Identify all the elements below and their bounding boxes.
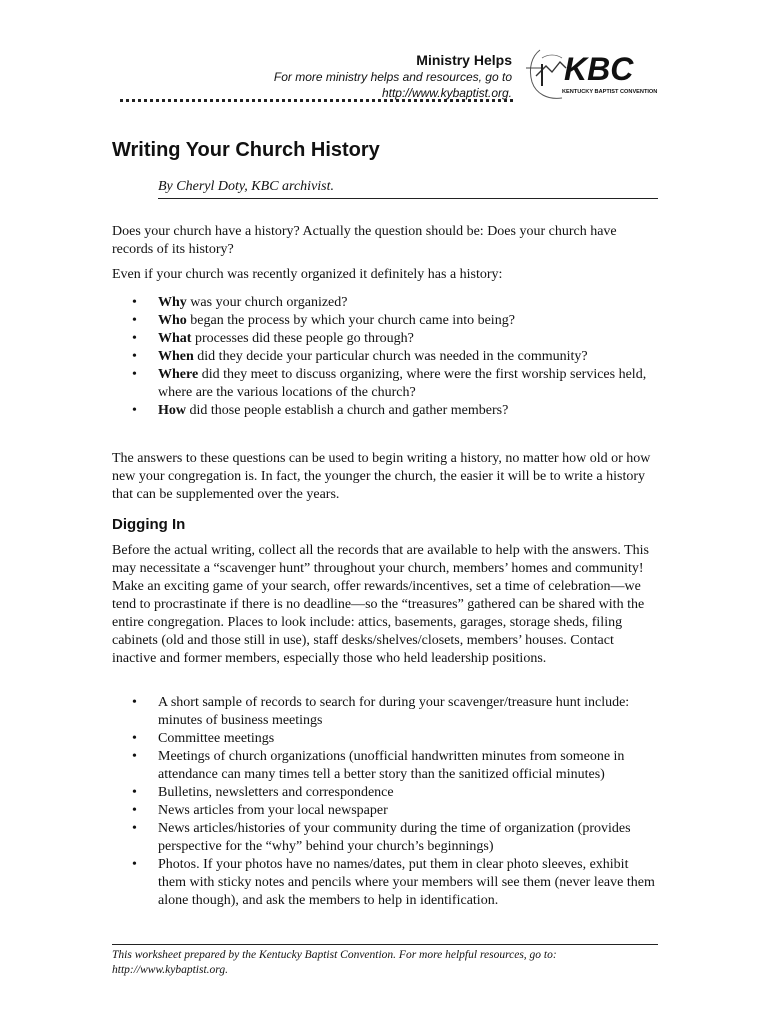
- question-lead: Who: [158, 313, 187, 328]
- question-lead: How: [158, 403, 186, 418]
- header-line-1: For more ministry helps and resources, go to: [273, 70, 512, 84]
- header-title: Ministry Helps: [416, 52, 512, 68]
- list-item: [112, 402, 656, 420]
- intro-paragraph-1: Does your church have a history? Actually the question should be: Does your church have records of its history?: [112, 224, 617, 257]
- logo-text: KBC: [564, 51, 634, 87]
- list-item: • Bulletins, newsletters and correspondence: [112, 784, 656, 802]
- list-item: [112, 348, 656, 366]
- intro-paragraph-2: Even if your church was recently organized it definitely has a history:: [112, 267, 503, 282]
- list-item: • Meetings of church organizations (unofficial handwritten minutes from someone in attendance can many times tell a better story than the sanitized official minutes): [112, 748, 656, 784]
- question-text: did those people establish a church and gather members?: [186, 403, 509, 418]
- logo-subtext: KENTUCKY BAPTIST CONVENTION: [562, 89, 658, 95]
- kbc-logo: [522, 46, 664, 102]
- question-lead: When: [158, 349, 194, 364]
- question-text: processes did these people go through?: [191, 331, 414, 346]
- header-url: http://www.kybaptist.org.: [381, 86, 512, 100]
- list-item: [112, 312, 656, 330]
- list-item: [112, 294, 656, 312]
- digging-paragraph: Before the actual writing, collect all the records that are available to help with the answers. This may necessitate a “scavenger hunt” throughout your church, members’ homes and community! Make an exciting game of your search, offer rewards/incentives, set a time of celebration—we tend to procrastinate if there is no deadline—so the “treasures” gathered can be shared with the entire congregation. Places to look include: attics, basements, garages, storage sheds, filing cabinets (old and those still in use), staff desks/shelves/closets, members’ houses. Contact inactive and former members, especially those who held leadership positions.: [112, 543, 649, 666]
- byline: By Cheryl Doty, KBC archivist.: [158, 179, 658, 199]
- question-text: did they decide your particular church was needed in the community?: [193, 349, 588, 364]
- list-item: • Photos. If your photos have no names/dates, put them in clear photo sleeves, exhibit them with sticky notes and pencils where your members will see them (never leave them alone though), and ask the members to help in identification.: [112, 856, 656, 910]
- footer-rule: [112, 944, 658, 945]
- question-text: was your church organized?: [186, 295, 348, 310]
- records-list: [112, 694, 656, 910]
- section-heading: Digging In: [112, 516, 186, 533]
- list-item: [112, 366, 656, 402]
- list-item: • A short sample of records to search for during your scavenger/treasure hunt include: minutes of business meetings: [112, 694, 656, 730]
- question-text: began the process by which your church came into being?: [186, 313, 515, 328]
- list-item: • News articles from your local newspaper: [112, 802, 656, 820]
- question-lead: Where: [158, 367, 199, 382]
- question-lead: Why: [158, 295, 187, 310]
- list-item: [112, 330, 656, 348]
- list-item: • News articles/histories of your community during the time of organization (provides perspective for the “why” behind your church’s beginnings): [112, 820, 656, 856]
- document-title: Writing Your Church History: [112, 139, 380, 161]
- questions-list: [112, 294, 656, 420]
- page-header: [0, 0, 770, 110]
- list-item: • Committee meetings: [112, 730, 656, 748]
- question-text: did they meet to discuss organizing, where were the first worship services held, where are the various locations of the church?: [158, 367, 647, 400]
- header-dotted-rule: [120, 99, 513, 102]
- footer-note: This worksheet prepared by the Kentucky Baptist Convention. For more helpful resources, go to: http://www.kybaptist.org.: [112, 949, 557, 976]
- answers-paragraph: The answers to these questions can be used to begin writing a history, no matter how old or how new your congregation is. In fact, the younger the church, the easier it will be to write a history that can be supplemented over the years.: [112, 451, 651, 502]
- question-lead: What: [158, 331, 192, 346]
- header-text: [274, 51, 512, 101]
